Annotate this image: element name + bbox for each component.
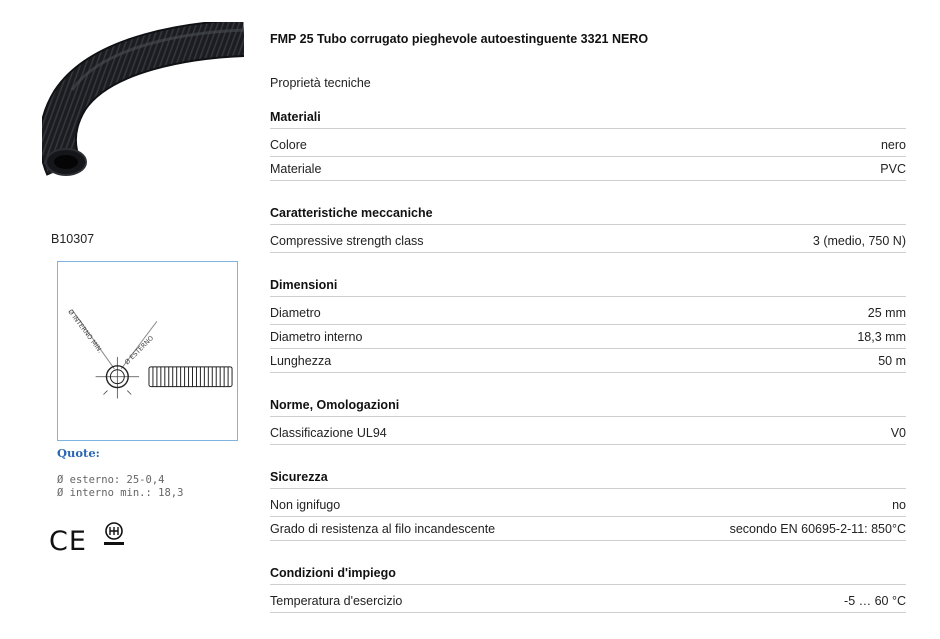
section-title-materiali: Materiali <box>270 105 906 129</box>
property-row <box>270 517 906 541</box>
property-row <box>270 589 906 613</box>
property-value: secondo EN 60695-2-11: 850°C <box>729 521 906 536</box>
property-row <box>270 157 906 181</box>
section-title-caratteristiche-meccaniche: Caratteristiche meccaniche <box>270 201 906 225</box>
ce-mark-icon: CE <box>49 526 87 557</box>
property-value: 18,3 mm <box>857 329 906 344</box>
property-label: Grado di resistenza al filo incandescente <box>270 521 496 536</box>
quote-external-diameter: Ø esterno: 25-0,4 <box>57 474 165 486</box>
property-value: PVC <box>880 161 906 176</box>
property-value: -5 … 60 °C <box>844 593 906 608</box>
tube-side-view <box>149 367 232 387</box>
property-label: Compressive strength class <box>270 233 424 248</box>
property-value: 3 (medio, 750 N) <box>812 233 906 248</box>
property-row <box>270 493 906 517</box>
internal-diameter-label: Ø INTERNO MIN. <box>66 307 105 355</box>
property-label: Diametro interno <box>270 329 363 344</box>
property-row <box>270 421 906 445</box>
property-row <box>270 229 906 253</box>
property-value: 50 m <box>878 353 906 368</box>
property-row <box>270 349 906 373</box>
property-value: nero <box>880 137 906 152</box>
property-label: Classificazione UL94 <box>270 425 387 440</box>
property-label: Diametro <box>270 305 321 320</box>
quotes-title: Quote: <box>57 446 100 460</box>
quote-internal-diameter: Ø interno min.: 18,3 <box>57 487 184 499</box>
property-label: Non ignifugo <box>270 497 341 512</box>
product-code: B10307 <box>51 232 95 246</box>
property-row <box>270 325 906 349</box>
property-label: Materiale <box>270 161 322 176</box>
section-title-norme-omologazioni: Norme, Omologazioni <box>270 393 906 417</box>
property-row <box>270 133 906 157</box>
property-label: Lunghezza <box>270 353 332 368</box>
dimension-diagram <box>57 261 238 441</box>
property-value: 25 mm <box>867 305 906 320</box>
section-title-condizioni-impiego: Condizioni d'impiego <box>270 561 906 585</box>
section-title-sicurezza: Sicurezza <box>270 465 906 489</box>
property-label: Temperatura d'esercizio <box>270 593 403 608</box>
property-value: V0 <box>890 425 906 440</box>
property-row <box>270 301 906 325</box>
corrugated-tube-photo <box>42 22 244 182</box>
property-value: no <box>892 497 906 512</box>
imq-mark-icon <box>101 521 127 549</box>
section-title-dimensioni: Dimensioni <box>270 273 906 297</box>
product-media-column <box>0 0 250 639</box>
product-title: FMP 25 Tubo corrugato pieghevole autoestinguente 3321 NERO <box>270 32 649 46</box>
external-diameter-label: Ø ESTERNO <box>122 334 156 367</box>
properties-heading: Proprietà tecniche <box>270 76 371 90</box>
property-label: Colore <box>270 137 307 152</box>
